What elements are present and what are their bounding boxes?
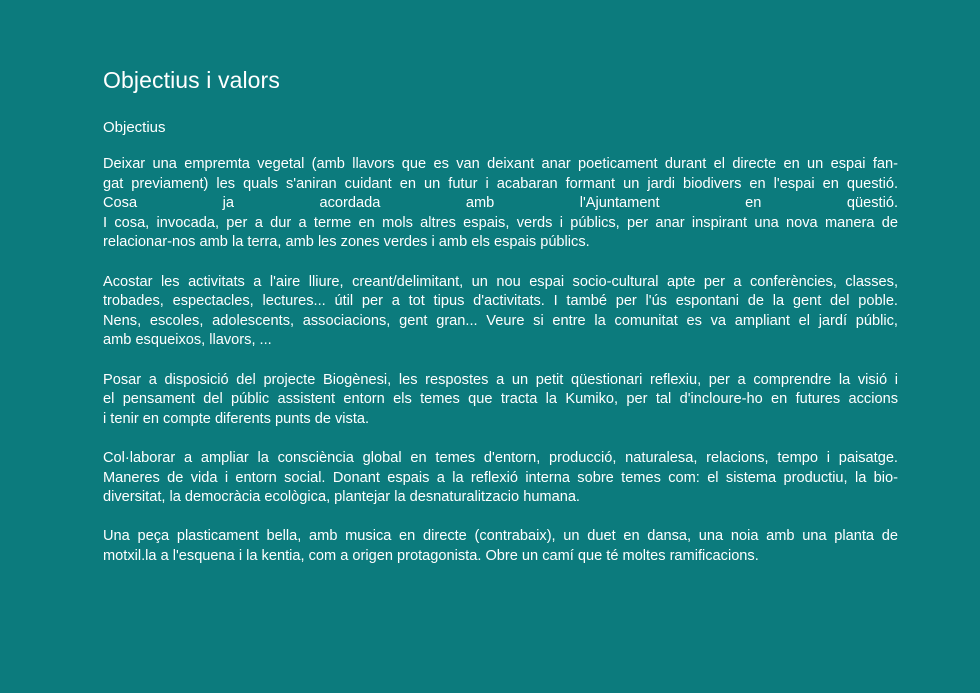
paragraph-line: motxil.la a l'esquena i la kentia, com a origen protagonista. Obre un camí que té moltes ramificacions. xyxy=(103,547,759,564)
paragraph xyxy=(103,527,898,566)
paragraph-line: el pensament del públic assistent entorn els temes que tracta la Kumiko, per tal d'incloure-ho en futures accions xyxy=(103,391,898,408)
paragraph-line: Una peça plasticament bella, amb musica en directe (contrabaix), un duet en dansa, una noia amb una planta de xyxy=(103,528,898,545)
paragraph-line: amb esqueixos, llavors, ... xyxy=(103,332,272,349)
paragraph-list xyxy=(103,155,898,566)
paragraph-line: I cosa, invocada, per a dur a terme en mols altres espais, verds i públics, per anar inspirant una nova manera de xyxy=(103,214,898,231)
paragraph-line: Cosa ja acordada amb l'Ajuntament en qüestió. xyxy=(103,195,898,212)
paragraph xyxy=(103,155,898,253)
page-title: Objectius i valors xyxy=(103,67,280,93)
paragraph xyxy=(103,371,898,430)
paragraph-line: Nens, escoles, adolescents, associacions, gent gran... Veure si entre la comunitat es va ampliant el jardí públic, xyxy=(103,312,898,329)
paragraph-line: trobades, espectacles, lectures... útil per a tot tipus d'activitats. I també per l'ús espontani de la gent del poble. xyxy=(103,293,898,310)
paragraph-line: gat previament) les quals s'aniran cuidant en un futur i acabaran formant un jardi biodivers en l'espai en questió. xyxy=(103,175,898,192)
paragraph-line: relacionar-nos amb la terra, amb les zones verdes i amb els espais públics. xyxy=(103,234,590,251)
paragraph-line: Posar a disposició del projecte Biogènesi, les respostes a un petit qüestionari reflexiu, per a comprendre la visió i xyxy=(103,371,898,388)
section-heading: Objectius xyxy=(103,119,166,136)
document-page xyxy=(103,64,898,586)
paragraph-line: Col·laborar a ampliar la consciència global en temes d'entorn, producció, naturalesa, relacions, tempo i paisatge. xyxy=(103,449,898,466)
paragraph xyxy=(103,449,898,508)
paragraph-line: Maneres de vida i entorn social. Donant espais a la reflexió interna sobre temes com: el sistema productiu, la bio- xyxy=(103,469,898,486)
paragraph-line: i tenir en compte diferents punts de vista. xyxy=(103,410,370,427)
paragraph-line: diversitat, la democràcia ecològica, plantejar la desnaturalitzacio humana. xyxy=(103,489,580,506)
paragraph-line: Acostar les activitats a l'aire lliure, creant/delimitant, un nou espai socio-cultural apte per a conferències, classes, xyxy=(103,273,898,290)
paragraph-line: Deixar una empremta vegetal (amb llavors que es van deixant anar poeticament durant el directe en un espai fan- xyxy=(103,156,898,172)
paragraph xyxy=(103,273,898,351)
